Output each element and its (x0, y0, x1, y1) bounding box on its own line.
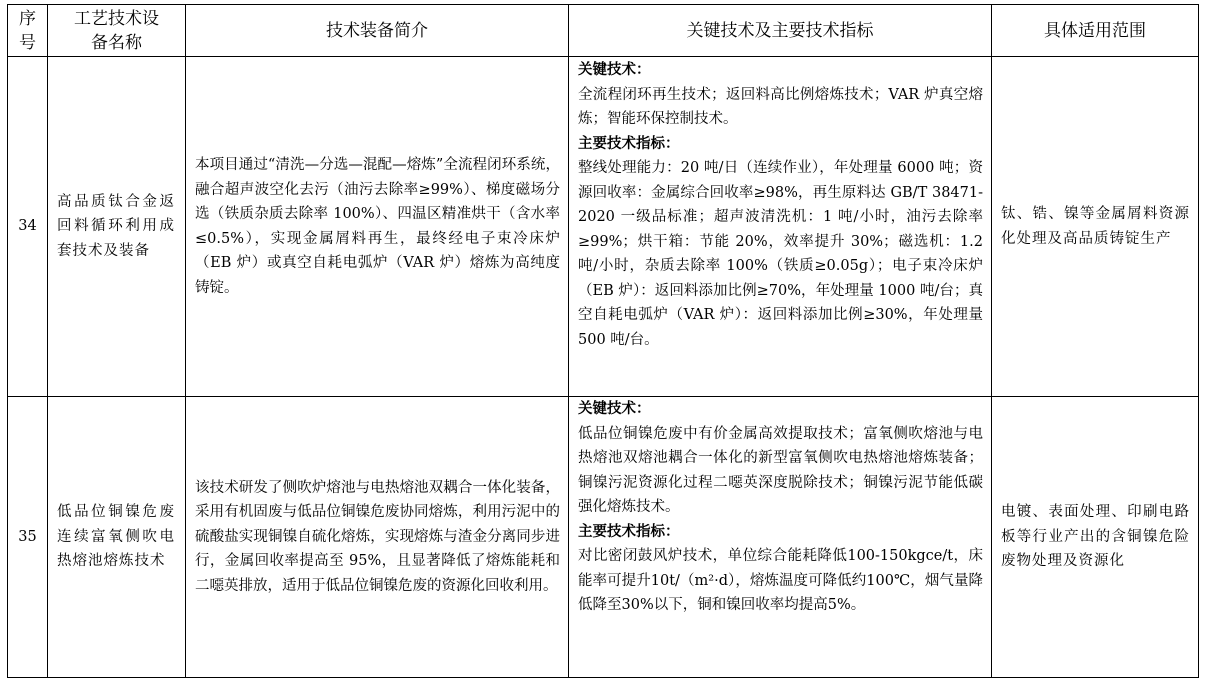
row-name: 低品位铜镍危废连续富氧侧吹电热熔池熔炼技术 (48, 397, 186, 678)
row-key-tech: 关键技术： 低品位铜镍危废中有价金属高效提取技术；富氧侧吹熔池与电热熔池双熔池耦合一体化的新型富氧侧吹电热熔池熔炼装备；铜镍污泥资源化过程二噁英深度脱除技术；铜镍污泥节能低碳强化熔炼技术。 主要技术指标： 对比密闭鼓风炉技术，单位综合能耗降低100-150kgce/t，床能率可提升10t/（m²·d），熔炼温度可降低约100℃，烟气量降低降至30%以下，铜和镍回收率均提高5%。 (569, 397, 992, 678)
key-tech-heading: 关键技术 (578, 401, 636, 417)
key-tech-heading: 关键技术 (578, 62, 636, 78)
row-index: 35 (8, 397, 48, 678)
row-scope: 电镀、表面处理、印刷电路板等行业产出的含铜镍危险废物处理及资源化 (992, 397, 1199, 678)
row-scope: 钛、锆、镍等金属屑料资源化处理及高品质铸锭生产 (992, 57, 1199, 397)
header-intro: 技术装备简介 (186, 5, 569, 57)
row-index: 34 (8, 57, 48, 397)
key-tech-text: 全流程闭环再生技术；返回料高比例熔炼技术；VAR 炉真空熔炼；智能环保控制技术。 (578, 86, 983, 127)
row-key-tech: 关键技术： 全流程闭环再生技术；返回料高比例熔炼技术；VAR 炉真空熔炼；智能环保控制技术。 主要技术指标： 整线处理能力：20 吨/日（连续作业），年处理量 6000 吨；资源回收率：金属综合回收率≥98%，再生原料达 GB/T 38471-2020 一级品标准；超声波清洗机：1 吨/小时，油污去除率≥99%；烘干箱：节能 20%，效率提升 30%；磁选机：1.2 吨/小时，杂质去除率 100%（铁质≥0.05g）；电子束冷床炉（EB 炉）：返回料添加比例≥70%，年处理量 1000 吨/台；真空自耗电弧炉（VAR 炉）：返回料添加比例≥30%，年处理量 500 吨/台。 (569, 57, 992, 397)
header-scope: 具体适用范围 (992, 5, 1199, 57)
table-row (8, 397, 1199, 678)
header-name: 工艺技术设备名称 (48, 5, 186, 57)
indicator-heading: 主要技术指标 (578, 523, 665, 540)
indicator-heading: 主要技术指标 (578, 135, 665, 152)
technology-catalog-table (7, 4, 1199, 678)
row-intro: 本项目通过“清洗—分选—混配—熔炼”全流程闭环系统，融合超声波空化去污（油污去除率≥99%）、梯度磁场分选（铁质杂质去除率 100%）、四温区精准烘干（含水率≤0.5%），实现金属屑料再生，最终经电子束冷床炉（EB 炉）或真空自耗电弧炉（VAR 炉）熔炼为高纯度铸锭。 (186, 57, 569, 397)
header-index: 序号 (8, 5, 48, 57)
row-intro: 该技术研发了侧吹炉熔池与电热熔池双耦合一体化装备，采用有机固废与低品位铜镍危废协同熔炼，利用污泥中的硫酸盐实现铜镍自硫化熔炼，实现熔炼与渣金分离同步进行，金属回收率提高至 95%，且显著降低了熔炼能耗和二噁英排放，适用于低品位铜镍危废的资源化回收利用。 (186, 397, 569, 678)
indicator-text: 整线处理能力：20 吨/日（连续作业），年处理量 6000 吨；资源回收率：金属综合回收率≥98%，再生原料达 GB/T 38471-2020 一级品标准；超声波清洗机：1 吨/小时，油污去除率≥99%；烘干箱：节能 20%，效率提升 30%；磁选机：1.2 吨/小时，杂质去除率 100%（铁质≥0.05g）；电子束冷床炉（EB 炉）：返回料添加比例≥70%，年处理量 1000 吨/台；真空自耗电弧炉（VAR 炉）：返回料添加比例≥30%，年处理量 500 吨/台。 (578, 160, 983, 348)
row-name: 高品质钛合金返回料循环利用成套技术及装备 (48, 57, 186, 397)
table-row (8, 57, 1199, 397)
indicator-text: 对比密闭鼓风炉技术，单位综合能耗降低100-150kgce/t，床能率可提升10t/（m²·d），熔炼温度可降低约100℃，烟气量降低降至30%以下，铜和镍回收率均提高5%。 (578, 548, 983, 613)
key-tech-text: 低品位铜镍危废中有价金属高效提取技术；富氧侧吹熔池与电热熔池双熔池耦合一体化的新型富氧侧吹电热熔池熔炼装备；铜镍污泥资源化过程二噁英深度脱除技术；铜镍污泥节能低碳强化熔炼技术。 (578, 425, 983, 515)
table-header-row (8, 5, 1199, 57)
header-key-tech: 关键技术及主要技术指标 (569, 5, 992, 57)
